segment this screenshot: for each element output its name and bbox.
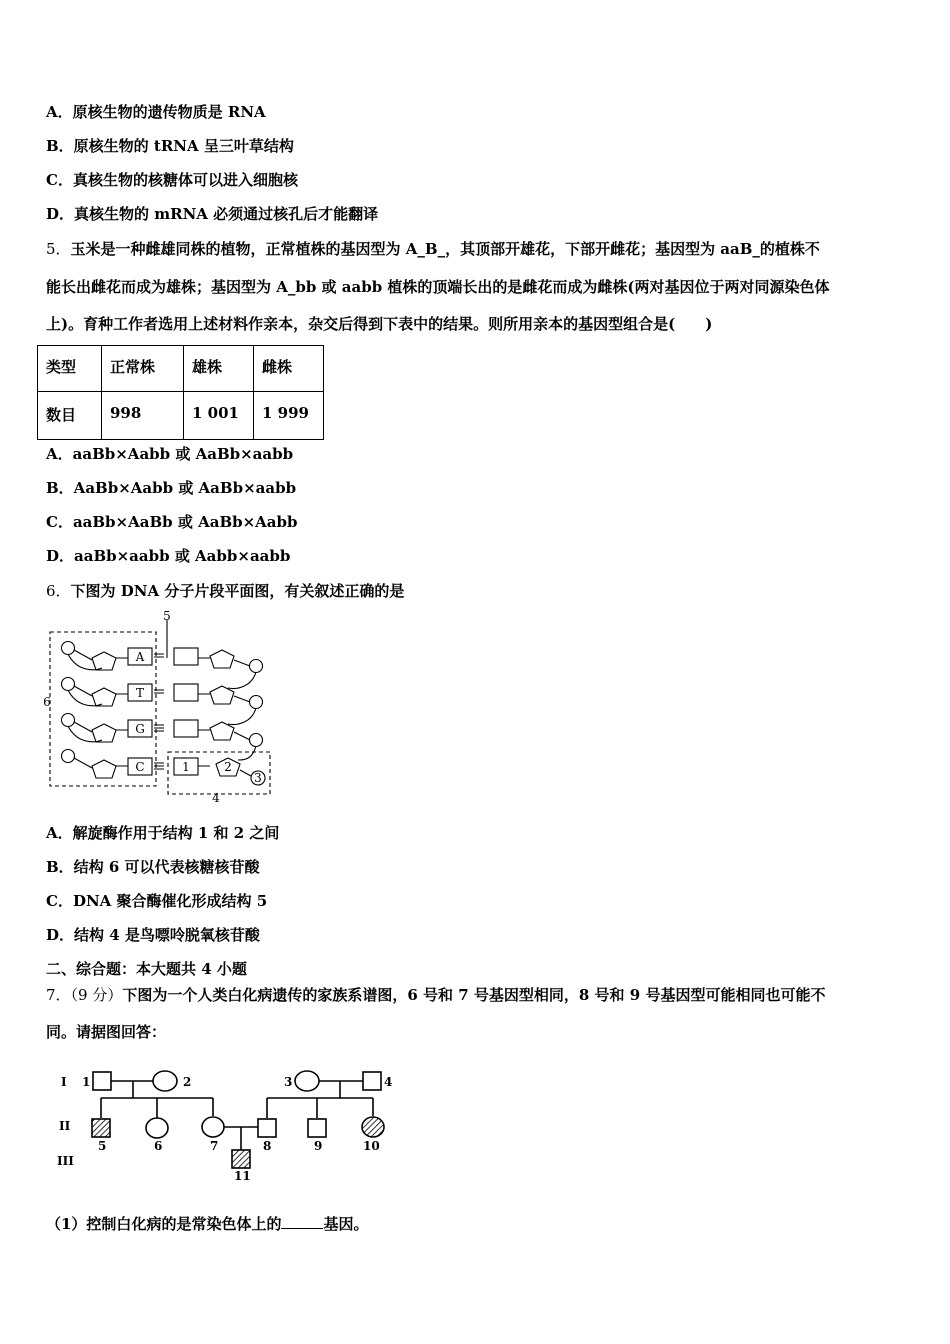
member-2-female bbox=[153, 1071, 177, 1091]
q6-option-a: A．解旋酶作用于结构 1 和 2 之间 bbox=[46, 824, 280, 842]
q5-stem-line2: 能长出雌花而成为雄株；基因型为 A_bb 或 aabb 植株的顶端长出的是雌花而成为雌株(两对基因位于两对同源染色体 bbox=[46, 278, 830, 296]
q7-points: （9 分） bbox=[70, 986, 123, 1004]
answer-blank[interactable] bbox=[281, 1214, 323, 1229]
member-8-male bbox=[258, 1119, 276, 1137]
member-label-1: 1 bbox=[82, 1075, 91, 1089]
member-5-affected-male bbox=[92, 1119, 110, 1137]
q7-stem-line1: 7．（9 分）下图为一个人类白化病遗传的家族系谱图，6 号和 7 号基因型相同，8 号和 9 号基因型可能相同也可能不 bbox=[46, 986, 826, 1004]
q5-stem-line3: 上)。育种工作者选用上述材料作亲本，杂交后得到下表中的结果。则所用亲本的基因型组合是( ) bbox=[46, 315, 713, 333]
q5-option-a: A．aaBb×Aabb 或 AaBb×aabb bbox=[46, 445, 294, 463]
member-7-female bbox=[202, 1117, 224, 1137]
member-label-3: 3 bbox=[284, 1075, 293, 1089]
pedigree-chart bbox=[55, 1062, 405, 1187]
q5-stem-line1: 5．玉米是一种雌雄同株的植物，正常植株的基因型为 A_B_，其顶部开雄花，下部开雌花；基因型为 aaB_的植株不 bbox=[46, 240, 820, 258]
table-cell: 1 001 bbox=[184, 392, 254, 440]
base-label-a: A bbox=[135, 650, 145, 664]
table-header-row bbox=[38, 346, 324, 392]
structure-label-5: 5 bbox=[163, 610, 171, 623]
q6-stem: 6．下图为 DNA 分子片段平面图，有关叙述正确的是 bbox=[46, 582, 405, 600]
table-header-cell: 正常株 bbox=[102, 346, 184, 392]
q7-subquestion-1: （1）控制白化病的是常染色体上的 基因。 bbox=[46, 1215, 369, 1233]
q5-option-c: C．aaBb×AaBb 或 AaBb×Aabb bbox=[46, 513, 298, 531]
table-cell: 998 bbox=[102, 392, 184, 440]
structure-label-2: 2 bbox=[224, 760, 232, 774]
member-label-11: 11 bbox=[234, 1169, 251, 1183]
table-header-cell: 雄株 bbox=[184, 346, 254, 392]
table-header-cell: 雌株 bbox=[254, 346, 324, 392]
q5-data-table bbox=[37, 345, 324, 440]
structure-label-6: 6 bbox=[43, 695, 51, 709]
member-label-4: 4 bbox=[384, 1075, 393, 1089]
base-label-t: T bbox=[135, 686, 145, 700]
member-3-female bbox=[295, 1071, 319, 1091]
q6-option-c: C．DNA 聚合酶催化形成结构 5 bbox=[46, 892, 268, 910]
generation-label-iii: III bbox=[57, 1154, 74, 1168]
member-label-2: 2 bbox=[183, 1075, 192, 1089]
member-1-male bbox=[93, 1072, 111, 1090]
q4-option-c: C．真核生物的核糖体可以进入细胞核 bbox=[46, 171, 298, 189]
dna-fragment-diagram bbox=[40, 610, 280, 805]
q6-option-b: B．结构 6 可以代表核糖核苷酸 bbox=[46, 858, 260, 876]
member-label-5: 5 bbox=[98, 1139, 107, 1153]
member-label-9: 9 bbox=[314, 1139, 323, 1153]
member-11-affected-male bbox=[232, 1150, 250, 1168]
member-6-female bbox=[146, 1118, 168, 1138]
section-2-heading: 二、综合题：本大题共 4 小题 bbox=[46, 960, 247, 978]
table-header-cell: 类型 bbox=[38, 346, 102, 392]
generation-label-ii: II bbox=[59, 1119, 71, 1133]
q4-option-b: B．原核生物的 tRNA 呈三叶草结构 bbox=[46, 137, 294, 155]
member-label-8: 8 bbox=[263, 1139, 272, 1153]
structure-label-3: 3 bbox=[254, 771, 262, 785]
structure-label-4: 4 bbox=[212, 791, 220, 805]
q5-number: 5． bbox=[46, 240, 71, 258]
q7-number: 7． bbox=[46, 986, 71, 1004]
member-4-male bbox=[363, 1072, 381, 1090]
q7-stem-line2: 同。请据图回答： bbox=[46, 1023, 167, 1041]
member-label-7: 7 bbox=[210, 1139, 219, 1153]
table-row bbox=[38, 392, 324, 440]
table-cell: 1 999 bbox=[254, 392, 324, 440]
member-label-6: 6 bbox=[154, 1139, 163, 1153]
member-10-affected-female bbox=[362, 1117, 384, 1137]
q4-option-d: D．真核生物的 mRNA 必须通过核孔后才能翻译 bbox=[46, 205, 379, 223]
base-label-c: C bbox=[135, 760, 145, 774]
generation-label-i: I bbox=[61, 1075, 67, 1089]
q5-option-b: B．AaBb×Aabb 或 AaBb×aabb bbox=[46, 479, 297, 497]
q6-number: 6． bbox=[46, 582, 71, 600]
q5-option-d: D．aaBb×aabb 或 Aabb×aabb bbox=[46, 547, 291, 565]
structure-label-1: 1 bbox=[182, 760, 190, 774]
q6-option-d: D．结构 4 是鸟嘌呤脱氧核苷酸 bbox=[46, 926, 260, 944]
member-label-10: 10 bbox=[363, 1139, 380, 1153]
table-cell: 数目 bbox=[38, 392, 102, 440]
base-label-g: G bbox=[135, 722, 145, 736]
q4-option-a: A．原核生物的遗传物质是 RNA bbox=[46, 103, 266, 121]
member-9-male bbox=[308, 1119, 326, 1137]
